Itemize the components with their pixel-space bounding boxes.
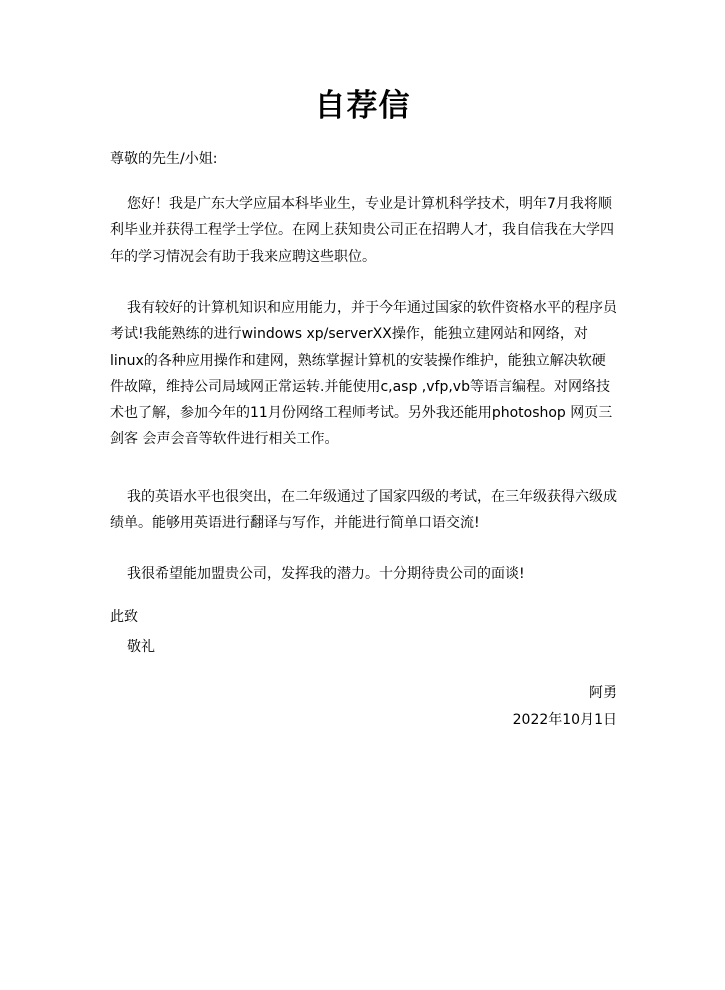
paragraph-computer-skills: 我有较好的计算机知识和应用能力，并于今年通过国家的软件资格水平的程序员考试!我能熟练的进行windows xp/serverXX操作，能独立建网站和网络，对linux的各种应用操作和建网，熟练掌握计算机的安装操作维护，能独立解决软硬件故障，维持公司局域网正常运转.并能使用c,asp ,vfp,vb等语言编程。对网络技术也了解，参加今年的11月份网络工程师考试。另外我还能用photoshop 网页三剑客 会声会音等软件进行相关工作。: [110, 300, 617, 448]
paragraph-conclusion: 我很希望能加盟贵公司，发挥我的潜力。十分期待贵公司的面谈!: [127, 566, 525, 582]
salutation: 尊敬的先生/小姐:: [110, 151, 218, 167]
letter-date: 2022年10月1日: [512, 712, 617, 728]
paragraph-intro: 您好！我是广东大学应届本科毕业生，专业是计算机科学技术，明年7月我将顺利毕业并获得工程学士学位。在网上获知贵公司正在招聘人才，我自信我在大学四年的学习情况会有助于我来应聘这些职位。: [110, 196, 614, 265]
signature: 阿勇: [589, 685, 617, 701]
regards: 敬礼: [127, 639, 155, 655]
letter-title: 自荐信: [314, 88, 411, 124]
closing: 此致: [110, 609, 138, 625]
paragraph-english-skills: 我的英语水平也很突出，在二年级通过了国家四级的考试，在三年级获得六级成绩单。能够用英语进行翻译与写作，并能进行简单口语交流!: [110, 489, 617, 532]
